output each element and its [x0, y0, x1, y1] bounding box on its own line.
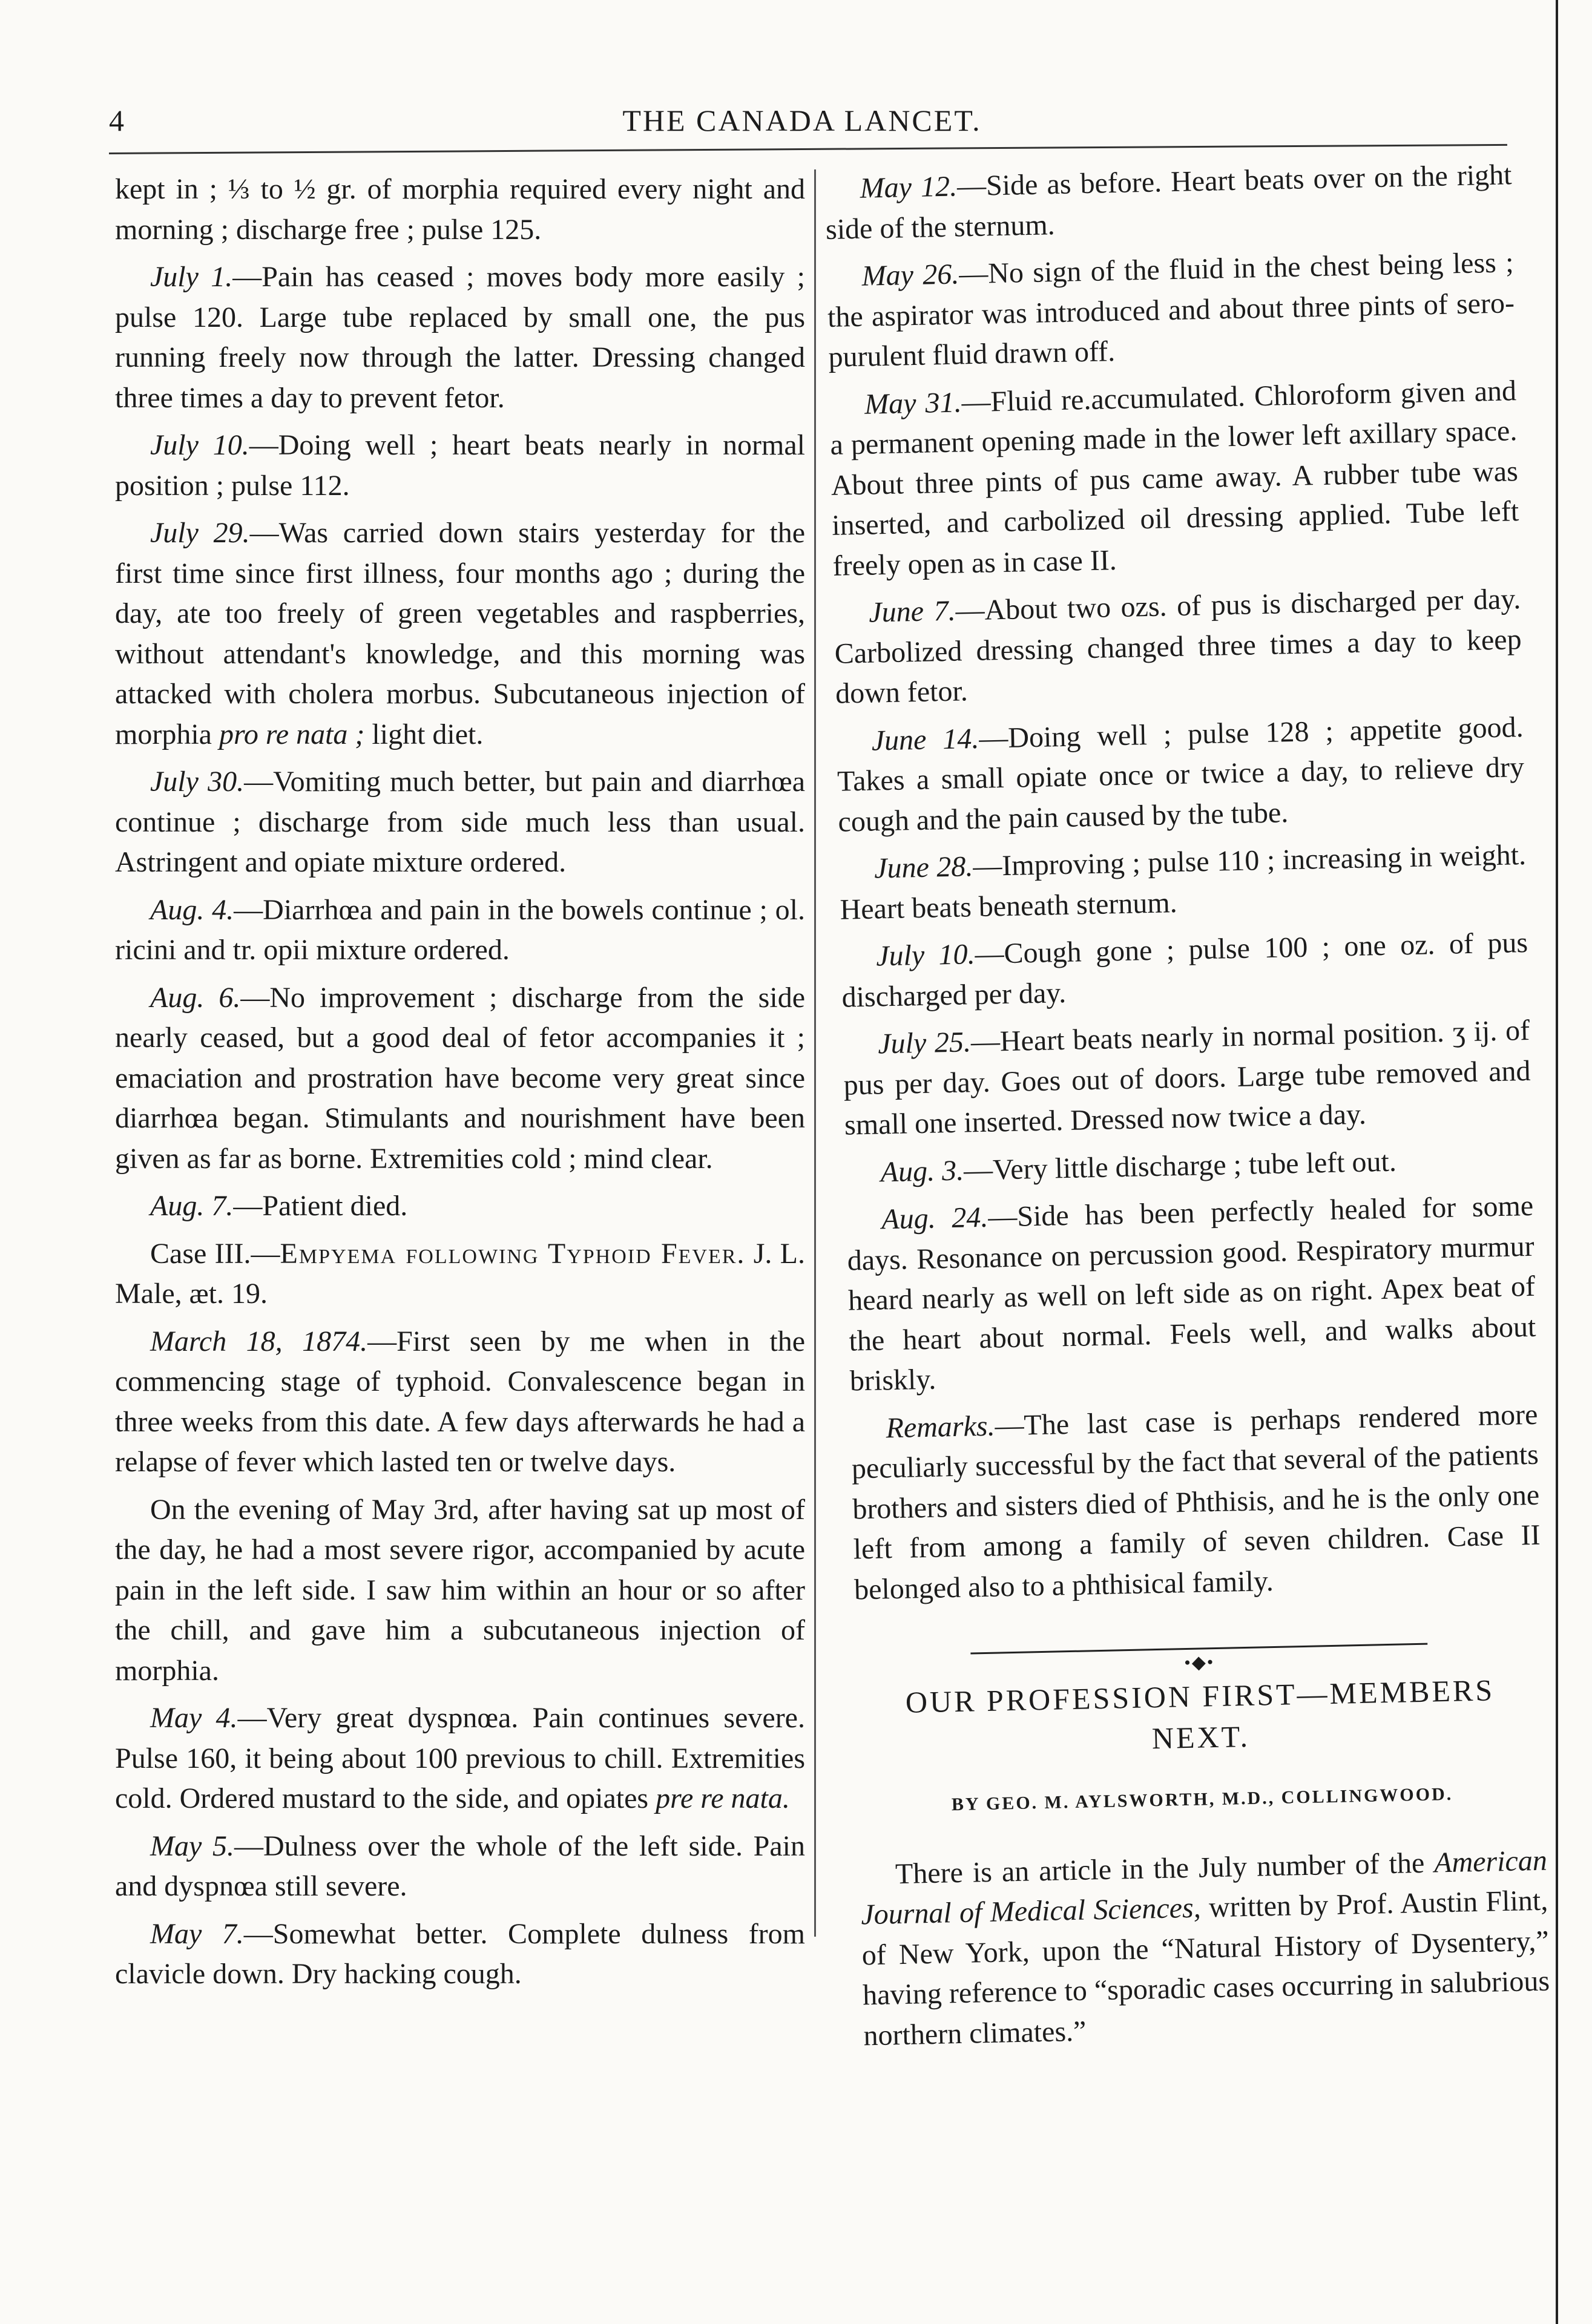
paragraph: Aug. 24.—Side has been perfectly healed for some days. Resonance on percussion good. Respiratory murmur heard nearly as well on left side as on right. Apex beat of the heart about normal. Feels well, and walks about briskly. [847, 1189, 1536, 1397]
paragraph: July 10.—Doing well ; heart beats nearly in normal position ; pulse 112. [115, 429, 805, 502]
paragraph: May 5.—Dulness over the whole of the left side. Pain and dyspnœa still severe. [115, 1830, 806, 1902]
paragraph: July 1.—Pain has ceased ; moves body more easily ; pulse 120. Large tube replaced by small one, the pus running freely now through the latter. Dressing changed three times a day to prevent fetor. [115, 261, 805, 414]
paragraph: July 29.—Was carried down stairs yesterday for the first time since first illness, four months ago ; during the day, ate too freely of green vegetables and raspberries, without attendant's knowledge, and this morning was attacked with cholera morbus. Subcutaneous injection of morphia pro re nata ; light diet. [115, 517, 806, 750]
separator-ornament: •◆• [1179, 1652, 1220, 1673]
entry-date: July 10. [875, 938, 976, 973]
entry-date: Aug. 6. [150, 981, 241, 1014]
paragraph: Aug. 3.—Very little discharge ; tube left out. [880, 1145, 1397, 1188]
entry-date: May 7. [150, 1917, 244, 1950]
entry-date: June 7. [868, 594, 956, 629]
paragraph: There is an article in the July number of the American Journal of Medical Sciences, written by Prof. Austin Flint, of New York, upon the “Natural History of Dysentery,” having reference to “sporadic cases occurring in salubrious northern climates.” [860, 1844, 1550, 2052]
paragraph: July 10.—Cough gone ; pulse 100 ; one oz. of pus discharged per day. [841, 926, 1528, 1014]
paragraph: May 31.—Fluid re.accumulated. Chloroform given and a permanent opening made in the lower left axillary space. About three pints of pus came away. A rubber tube was inserted, and carbolized oil dressing applied. Tube left freely open as in case II. [829, 374, 1519, 582]
entry-date: July 25. [877, 1026, 972, 1060]
header-rule [109, 144, 1507, 154]
paragraph: Aug. 6.—No improvement ; discharge from the side nearly ceased, but a good deal of fetor accompanies it ; emaciation and prostration have become very great since diarrhœa began. Stimulants and nourishment have been given as far as borne. Extremities cold ; mind clear. [115, 981, 806, 1175]
paragraph: kept in ; ⅓ to ½ gr. of morphia required every night and morning ; discharge free ; pulse 125. [115, 173, 805, 246]
page-edge-line [1556, 0, 1558, 2324]
entry-date: March 18, 1874. [150, 1325, 368, 1357]
paragraph: June 14.—Doing well ; pulse 128 ; appetite good. Takes a small opiate once or twice a day, to relieve dry cough and the pain caused by the tube. [837, 711, 1525, 838]
paragraph: June 28.—Improving ; pulse 110 ; increasing in weight. Heart beats beneath sternum. [840, 838, 1527, 926]
paragraph: May 4.—Very great dyspnœa. Pain continues severe. Pulse 160, it being about 100 previous to chill. Extremities cold. Ordered mustard to the side, and opiates pre re nata. [115, 1702, 805, 1814]
paragraph: Aug. 7.—Patient died. [150, 1190, 408, 1222]
entry-date: July 1. [150, 261, 233, 293]
paragraph: On the evening of May 3rd, after having sat up most of the day, he had a most severe rigor, accompanied by acute pain in the left side. I saw him within an hour or so after the chill, and gave him a subcutaneous injection of morphia. [115, 1493, 805, 1687]
case-title: Empyema following Typhoid Fever. [280, 1237, 746, 1270]
section-separator [855, 1632, 1542, 1673]
entry-date: May 12. [860, 170, 958, 205]
entry-date: July 30. [150, 766, 245, 798]
entry-date: July 29. [150, 517, 250, 549]
paragraph: May 26.—No sign of the fluid in the chest being less ; the aspirator was introduced and about three pints of sero-purulent fluid drawn off. [827, 246, 1515, 373]
paragraph: Remarks.—The last case is perhaps rendered more peculiarly successful by the fact that several of the patients brothers and sisters died of Phthisis, and he is the only one left from among a family of seven children. Case II belonged also to a phthisical family. [851, 1398, 1541, 1606]
remarks-label: Remarks. [886, 1410, 996, 1444]
entry-date: May 31. [864, 386, 962, 421]
article-byline: BY GEO. M. AYLSWORTH, M.D., COLLINGWOOD. [951, 1784, 1453, 1815]
page-number: 4 [109, 103, 124, 137]
left-column [115, 169, 805, 2002]
column-divider [814, 169, 816, 1937]
entry-date: May 4. [150, 1702, 238, 1734]
entry-date: Aug. 4. [150, 893, 234, 926]
right-column [824, 155, 1551, 2063]
entry-date: Aug. 24. [881, 1201, 988, 1236]
paragraph: May 7.—Somewhat better. Complete dulness from clavicle down. Dry hacking cough. [115, 1917, 805, 1990]
paragraph: March 18, 1874.—First seen by me when in the commencing stage of typhoid. Convalescence began in three weeks from this date. A few days afterwards he had a relapse of fever which lasted ten or twelve days. [115, 1325, 806, 1478]
running-title: THE CANADA LANCET. [622, 103, 982, 137]
case-heading: Case III.—Empyema following Typhoid Fever. J. L. Male, æt. 19. [115, 1237, 805, 1310]
paragraph: July 30.—Vomiting much better, but pain and diarrhœa continue ; discharge from side much less than usual. Astringent and opiate mixture ordered. [115, 766, 805, 878]
paragraph: May 12.—Side as before. Heart beats over on the right side of the sternum. [825, 159, 1512, 246]
entry-date: May 26. [861, 258, 959, 292]
paragraph: June 7.—About two ozs. of pus is discharged per day. Carbolized dressing changed three times a day to keep down fetor. [834, 583, 1522, 710]
paragraph: Aug. 4.—Diarrhœa and pain in the bowels continue ; ol. ricini and tr. opii mixture ordered. [115, 893, 805, 966]
entry-date: June 28. [873, 850, 973, 885]
article-title: OUR PROFESSION FIRST—MEMBERS NEXT. [905, 1673, 1495, 1756]
entry-date: July 10. [150, 429, 249, 461]
page-header [109, 103, 1495, 145]
entry-date: June 14. [871, 722, 979, 757]
journal-name: American Journal of Medical Sciences, [860, 1844, 1548, 1931]
paragraph: July 25.—Heart beats nearly in normal position. ʒ ij. of pus per day. Goes out of doors. Large tube removed and small one inserted. Dressed now twice a day. [843, 1014, 1531, 1141]
entry-date: Aug. 7. [150, 1190, 234, 1222]
entry-date: Aug. 3. [880, 1154, 964, 1188]
entry-date: May 5. [150, 1830, 235, 1862]
